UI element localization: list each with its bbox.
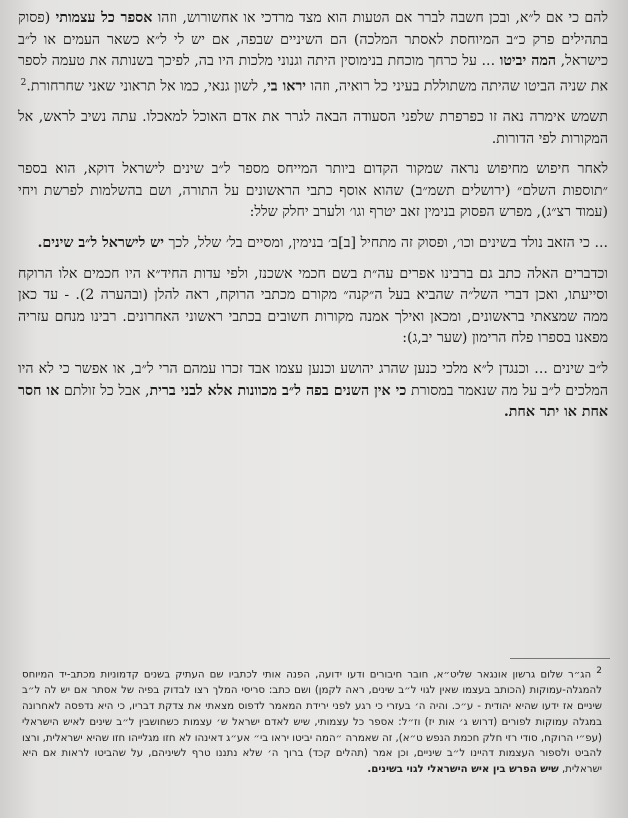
footnote <box>22 664 602 778</box>
bold-phrase: שיש הפרש בין איש הישראלי לגוי בשינים. <box>367 764 559 776</box>
paragraph-1 <box>18 8 608 98</box>
paragraph-3: לאחר חיפוש מחיפוש נראה שמקור הקדום ביותר המייחס מספר ל״ב שינים לישראל דוקא, הוא בספר ״תוספות השלם״ (ירושלים תשמ״ב) שהוא אוסף כתבי הראשונים על התורה, ושם בהשלמות לפרשת ויחי (עמוד רצ״ג), מפרש הפסוק בנימין זאב יטרף וגו׳ ולערב יחלק שלל: <box>18 161 608 221</box>
quote-paragraph-1 <box>18 233 608 255</box>
quote-paragraph-2 <box>18 359 608 424</box>
paragraph-text: (פסוק בתהילים פרק כ״ב המיוחסת לאסתר המלכה) הם השיניים שבפה, אם יש לי ל״א כשאר העמים או ל״ב כישראל, <box>18 10 609 70</box>
bold-phrase: יש לישראל ל״ב שינים. <box>37 235 164 252</box>
footnote-marker: 2 <box>20 77 27 88</box>
paragraph-text: להם כי אם ל״א, ובכן חשבה לברר אם הטעות הוא מצד מרדכי או אחשורוש, וזהו <box>152 10 608 26</box>
bold-phrase: אספר כל עצמותי <box>55 10 153 26</box>
footnote-number: 2 <box>596 666 602 676</box>
bold-phrase: או חסר אחת או יתר אחת. <box>18 382 608 421</box>
paragraph-text: ל״ב שינים ... וכנגדן ל״א מלכי כנען שהרג יהושע וכנען עצמו אבד זכרו עמהם הרי ל״ב, או אפשר כי לא היו המלכים ל״ב על מה שנאמר במסורת <box>18 361 608 399</box>
bold-phrase: המה יביטו <box>499 53 557 70</box>
paragraph-text: , לשון גנאי, כמו אל תראוני שאני שחרחורת. <box>26 78 268 95</box>
paragraph-2: תשמש אימרה נאה זו כפרפרת שלפני הסעודה הבאה לגרר את אדם האוכל למאכלו. עתה נשיב לראש, אל המקורות לפי הדורות. <box>18 109 608 147</box>
paragraph-text: , אבל כל זולתם <box>59 382 150 399</box>
paragraph-5: וכדברים האלה כתב גם ברבינו אפרים עה״ת בשם חכמי אשכנז, ולפי עדות החיד״א היו חכמים אלו הרוקח וסייעתו, ואכן דברי השל״ה שהביא בעל ה״קנה״ מקורם מכתבי הרוקח, ראה להלן (ובהערה 2). - עד כאן ממה שמצאתי בראשונים, ומכאן ואילך אמנה מקורות חשובים בכתבי ראשוני האחרונים. רבינו מנחם עזריה מפאנו בספרו פלח הרימון (שער יב,ג): <box>18 265 608 347</box>
footnote-divider <box>510 658 610 659</box>
bold-phrase: יראו בי <box>267 78 307 95</box>
bold-phrase: כי אין השנים בפה ל״ב מכוונות אלא לבני ברית <box>149 382 407 399</box>
paragraph-text: ... כי הזאב נולד בשינים וכו׳, ופסוק זה מתחיל [ב]ב׳ בנימין, ומסיים בל׳ שלל, לכך <box>163 235 608 252</box>
footnote-text: הג״ר שלום גרשון אונגאר שליט״א, חובר חיבורים ודעו ידועה, הפנה אותי לכתביו שם העתיק בשנים קדמוניות מכתב-יד המיוחס להמגלה-עמוקות (הכותב בעצמו שאין לגוי ל״ב שינים, ראה לקמן) ושם כתב: סריסי המלך רצו לבדוק בפיה של אסתר אם יש לה ל״ב שיניים אז ידעו שהיא יהודית - ע״כ. והיה ה׳ בעזרי כי רגע לפני ירידת המאמר לדפוס מצאתי את צדקת דבריו, כי היא נדפסה לאחרונה במגלה עמוקות לפורים (דרוש ג׳ אות יז) וז״ל: אספר כל עצמותי, שיש לאדם ישראל ש׳ עצמות כשחושבין ל״ב שינים לאיש הישראלי (עפ״י הרוקח, סודי רזי חלק חכמת הנפש ט״א), זה שאמרה ״המה יביטו יראו בי״ אע״ג דאינהו לא חזו מגלייהו חזו שהיא ישראלית, ורצו להביט ולספור העצמות דהיינו ל״ב שיניים, וכן אמר (תהלים קכד) ברוך ה׳ שלא נתננו טרף לשיניהם, על שהביטו לראות אם היא ישראלית, <box>22 669 602 776</box>
paragraph-text: ... על כרחך מוכחת בנימוסין היתה וגנוני מלכות היו בה, לפיכך בשנותה את טעמה לספר את שניה הביטו שהיתה משתוללת בעיני כל רואיה, וזהו <box>18 53 608 95</box>
main-text-column <box>18 8 608 433</box>
